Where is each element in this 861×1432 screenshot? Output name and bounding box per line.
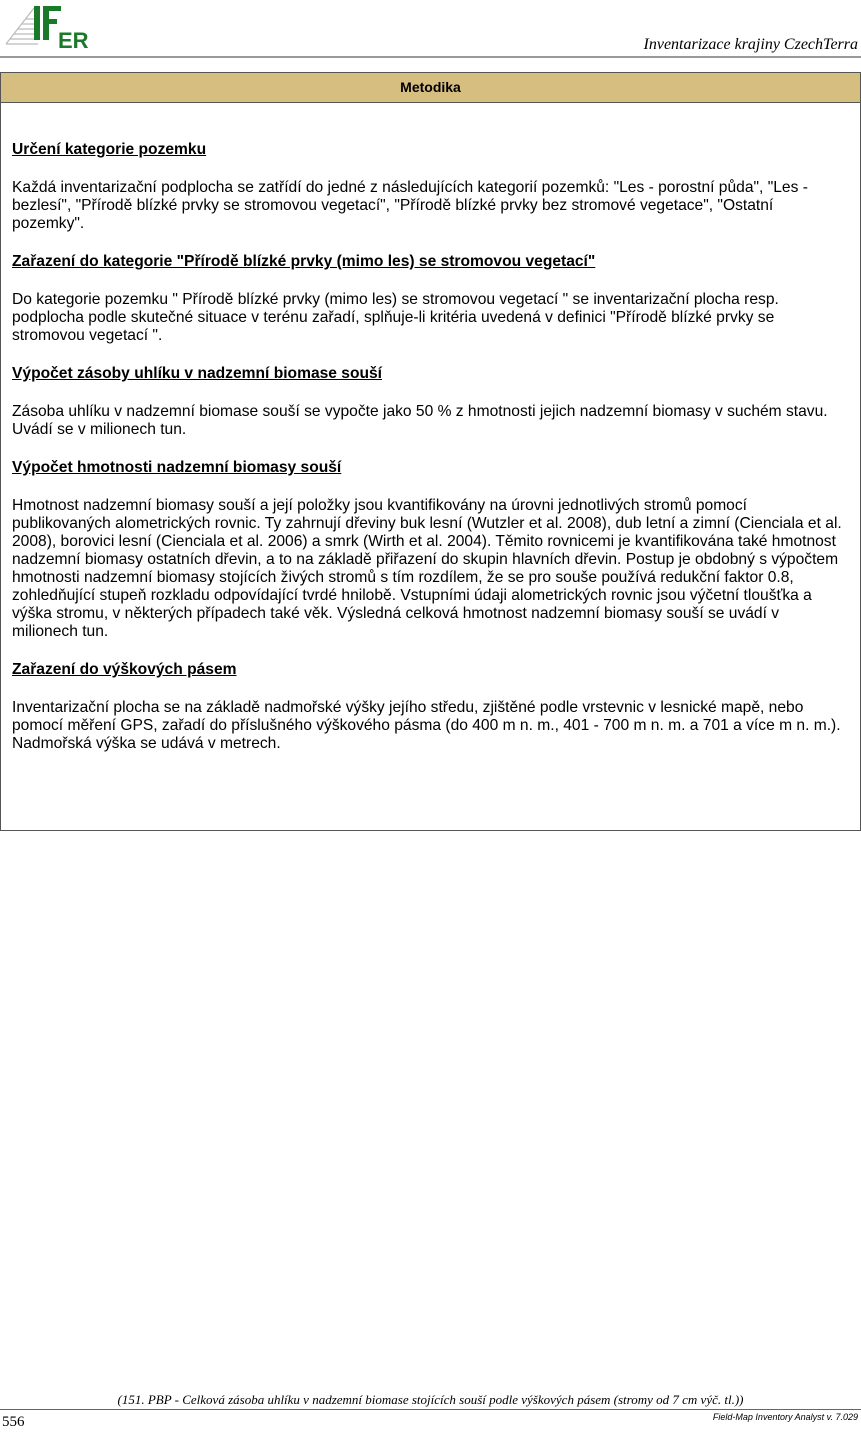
app-version: Field-Map Inventory Analyst v. 7.029	[712, 1412, 858, 1422]
header-title: Inventarizace krajiny CzechTerra	[643, 36, 858, 53]
section-text: Každá inventarizační podplocha se zatřídí do jedné z následujících kategorií pozemků: "Les - porostní půda", "Les - bezlesí", "Přírodě blízké prvky se stromovou vegetací", "Přírodě blízké prvky bez stromové vegetace", "Ostatní pozemky".	[12, 179, 808, 232]
section-heading: Výpočet zásoby uhlíku v nadzemní biomase souší	[12, 365, 383, 382]
section-heading: Zařazení do výškových pásem	[12, 661, 237, 678]
header-divider	[0, 56, 861, 58]
section-heading: Určení kategorie pozemku	[12, 141, 207, 158]
section-heading: Výpočet hmotnosti nadzemní biomasy souší	[12, 459, 342, 476]
table-caption: (151. PBP - Celková zásoba uhlíku v nadzemní biomase stojících souší podle výškových pásem (stromy od 7 cm výč. tl.))	[117, 1392, 744, 1407]
section-text: Inventarizační plocha se na základě nadmořské výšky jejího středu, zjištěné podle vrstevnic v lesnické mapě, nebo pomocí měření GPS, zařadí do příslušného výškového pásma (do 400 m n. m., 401 - 700 m n. m. a 701 a více m n. m.). Nadmořská výška se udává v metrech.	[12, 699, 841, 752]
methodology-box	[0, 72, 861, 831]
section-text: Zásoba uhlíku v nadzemní biomase souší se vypočte jako 50 % z hmotnosti jejich nadzemní biomasy v suchém stavu. Uvádí se v milionech tun.	[12, 403, 828, 438]
ifer-logo	[4, 2, 96, 52]
section-heading: Zařazení do kategorie "Přírodě blízké prvky (mimo les) se stromovou vegetací"	[12, 253, 596, 270]
footer-divider	[0, 1409, 861, 1410]
methodology-title: Metodika	[1, 73, 860, 103]
section-text: Hmotnost nadzemní biomasy souší a její položky jsou kvantifikovány na úrovni jednotlivých stromů pomocí publikovaných alometrických rovnic. Ty zahrnují dřeviny buk lesní (Wutzler et al. 2008), dub letní a zimní (Cienciala et al. 2008), borovici lesní (Cienciala et al. 2006) a smrk (Wirth et al. 2004). Těmito rovnicemi je kvantifikována také hmotnost nadzemní biomasy ostatních dřevin, a to na základě přiřazení do skupin hlavních dřevin. Postup je obdobný s výpočtem hmotnosti nadzemní biomasy stojících živých stromů s tím rozdílem, že se pro souše používá redukční faktor 0.8, zohledňující stupeň rozkladu odpovídající tvrdé hnilobě. Vstupními údaji alometrických rovnic jsou výčetní tloušťka a výška stromu, v některých případech také věk. Výsledná celková hmotnost nadzemní biomasy souší se uvádí v milionech tun.	[12, 497, 842, 640]
page-number: 556	[2, 1414, 25, 1430]
svg-text:ER: ER	[58, 28, 89, 52]
section-text: Do kategorie pozemku " Přírodě blízké prvky (mimo les) se stromovou vegetací " se inventarizační plocha resp. podplocha podle skutečné situace v terénu zařadí, splňuje-li kritéria uvedená v definici "Přírodě blízké prvky se stromovou vegetací ".	[12, 291, 779, 344]
